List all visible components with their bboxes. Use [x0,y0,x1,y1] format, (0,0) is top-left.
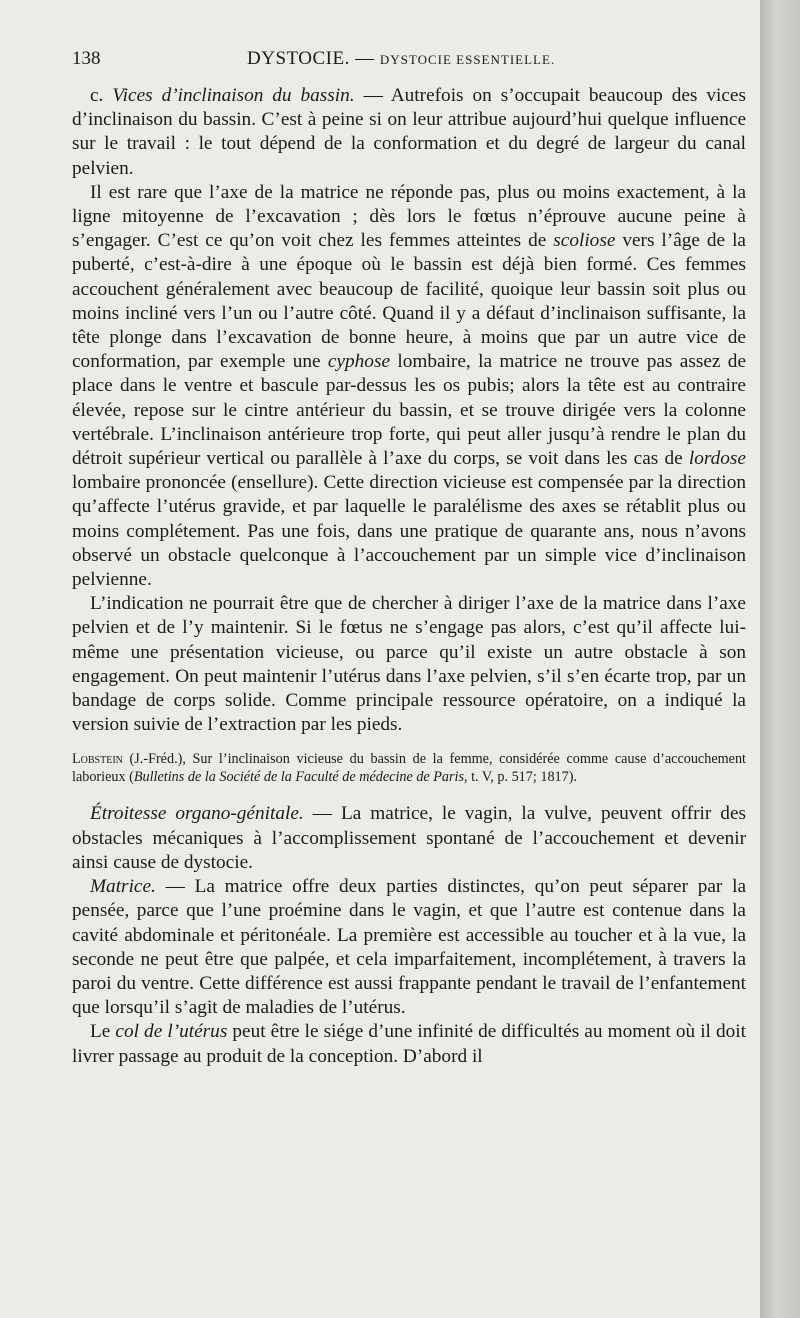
page-edge-shadow [760,0,800,1318]
running-title-dash: — [355,48,375,69]
paragraph-indication: L’indication ne pourrait être que de chercher à diriger l’axe de la matrice dans l’axe pelvien et de l’y maintenir. Si le fœtus ne s’engage pas alors, c’est qu’il affecte lui-même une présentation vicieuse, ou parce qu’il existe un autre obstacle à son engagement. On peut maintenir l’utérus dans l’axe pelvien, s’il s’en écarte trop, par un bandage de corps solide. Comme principale ressource opératoire, on a indiqué la version suivie de l’extraction par les pieds. [72,593,746,736]
paragraph-etroitesse [72,802,746,875]
term-scoliose: scoliose [553,230,616,252]
paragraph-vices-inclinaison [72,84,746,181]
page-number: 138 [72,48,101,69]
note-author: Lobstein [72,751,123,768]
section-title-vices: Vices d’inclinaison du bassin. [112,85,355,106]
section-letter: c. [90,85,113,106]
body-text [72,84,746,1069]
paragraph-col-uterus [72,1020,746,1068]
running-title-sub: DYSTOCIE ESSENTIELLE. [379,52,556,67]
running-title [247,46,555,73]
running-head [72,46,752,72]
paragraph-text: lombaire prononcée (ensellure). Cette direction vicieuse est compensée par la direction qu’affecte l’utérus gravide, et par laquelle le paralélisme des axes se rétablit plus ou moins complétement. Pas une fois, dans une pratique de quarante ans, nous n’avons observé un obstacle quelconque à l’accouchement par un simple vice d’inclinaison pelvienne. [72,472,746,591]
paragraph-text: vers l’âge de la puberté, c’est-à-dire à une époque où le bassin est déjà bien formé. Ces femmes accouchent généralement avec beaucoup de facilité, quoique leur bassin soit plus ou moins incliné vers l’un ou l’autre côté. Quand il y a défaut d’inclinaison suffisante, la tête plonge dans l’excavation de bonne heure, à moins que par un autre vice de conformation, par exemple une [72,230,746,373]
note-text: (J.-Fréd.), Sur l’inclinaison vicieuse du bassin de la femme, considérée comme cause d’accouchement laborieux ( [72,751,746,785]
paragraph-matrice [72,875,746,1020]
paragraph-text: lombaire, la matrice ne trouve pas assez de place dans le ventre et bascule par-dessus les os pubis; alors la tête est au contraire élevée, repose sur le cintre antérieur du bassin, et se trouve dirigée vers la colonne vertébrale. L’inclinaison antérieure trop forte, qui peut aller jusqu’à rendre le plan du détroit supérieur vertical ou parallèle à l’axe du corps, se voit dans les cas de [72,351,746,470]
section-title-etroitesse: Étroitesse organo-génitale. [90,803,304,825]
paragraph-text: — La matrice offre deux parties distinctes, qu’on peut séparer par la pensée, parce que l’une proémine dans le vagin, et que l’autre est contenue dans la cavité abdominale et péritonéale. La première est accessible au toucher et à la vue, la seconde ne peut être que palpée, et cela imparfaitement, incomplétement, à travers la paroi du ventre. Cette différence est aussi frappante pendant le travail de l’enfantement que lorsqu’il s’agit de maladies de l’utérus. [72,876,746,1019]
term-lordose: lordose [688,448,746,470]
bibliographic-note [72,751,746,786]
term-col-uterus: col de l’utérus [115,1021,228,1043]
paragraph-text: — Autrefois on s’occupait beaucoup des vices d’inclinaison du bassin. C’est à peine si on leur attribue aujourd’hui quelque influence sur le travail : le tout dépend de la conformation et du degré de largeur du canal pelvien. [72,85,746,179]
paragraph-text: peut être le siége d’une infinité de difficultés au moment où il doit livrer passage au produit de la conception. D’abord il [72,1021,746,1067]
term-cyphose: cyphose [327,351,391,373]
paragraph-text: Il est rare que l’axe de la matrice ne réponde pas, plus ou moins exactement, à la ligne mitoyenne de l’excavation ; dès lors le fœtus n’éprouve aucune peine à s’engager. C’est ce qu’on voit chez les femmes atteintes de [72,181,746,252]
section-title-matrice: Matrice. [90,876,156,898]
running-title-main: DYSTOCIE. [247,48,350,69]
note-text: t. V, p. 517; 1817). [467,768,578,785]
paragraph-text: Le [90,1021,116,1043]
note-journal: Bulletins de la Société de la Faculté de médecine de Paris, [133,768,468,785]
paragraph-text: — La matrice, le vagin, la vulve, peuvent offrir des obstacles mécaniques à l’accomplissement spontané de l’accouchement et devenir ainsi cause de dystocie. [72,803,746,873]
paragraph-axe-matrice [72,181,746,592]
